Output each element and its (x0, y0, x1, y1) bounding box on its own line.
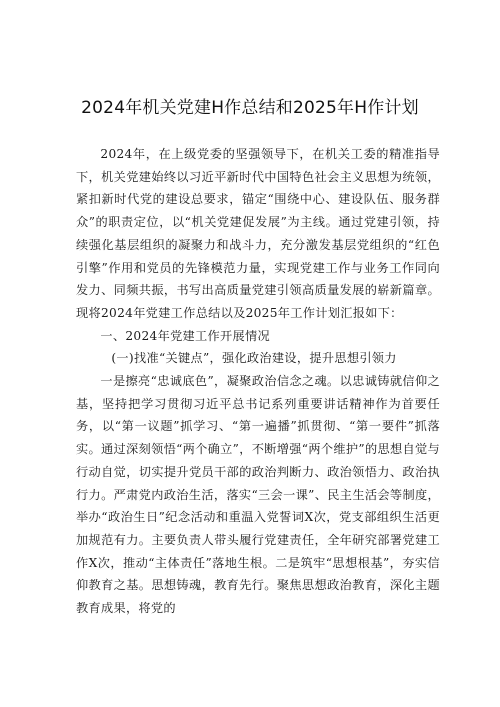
body-paragraph: 一是擦亮“忠诚底色”，凝聚政治信念之魂。以忠诚铸就信仰之基，坚持把学习贯彻习近平总书记系列重要讲话精神作为首要任务，以“第一议题”抓学习、“第一遍播”抓贯彻、“第一要件”抓落实。通过深刻领悟“两个确立”，不断增强“两个维护”的思想自觉与行动自觉，切实提升党员干部的政治判断力、政治领悟力、政治执行力。严肃党内政治生活，落实“三会一课”、民主生活会等制度，举办“政治生日”纪念活动和重温入党誓词X次，党支部组织生活更加规范有力。主要负责人带头履行党建责任，全年研究部署党建工作X次，推动“主体责任”落地生根。二是筑牢“思想根基”，夯实信仰教育之基。思想铸魂，教育先行。聚焦思想政治教育，深化主题教育成果，将党的 (76, 374, 440, 616)
section-heading: 一、2024年党建工作开展情况 (100, 328, 270, 343)
document-title: 2024年机关党建H作总结和2025年H作计划 (81, 98, 419, 118)
subsection-heading: (一)找准“关键点”，强化政治建设，提升思想引领力 (111, 351, 397, 366)
document-body (76, 143, 440, 620)
intro-paragraph: 2024年，在上级党委的坚强领导下，在机关工委的精准指导下，机关党建始终以习近平新时代中国特色社会主义思想为统领，紧扣新时代党的建设总要求，锚定“围绕中心、建设队伍、服务群众”的职责定位，以“机关党建促发展”为主线。通过党建引领，持续强化基层组织的凝聚力和战斗力，充分激发基层党组织的“红色引擎”作用和党员的先锋模范力量，实现党建工作与业务工作同向发力、同频共振，书写出高质量党建引领高质量发展的崭新篇章。现将2024年党建工作总结以及2025年工作计划汇报如下： (76, 147, 440, 320)
